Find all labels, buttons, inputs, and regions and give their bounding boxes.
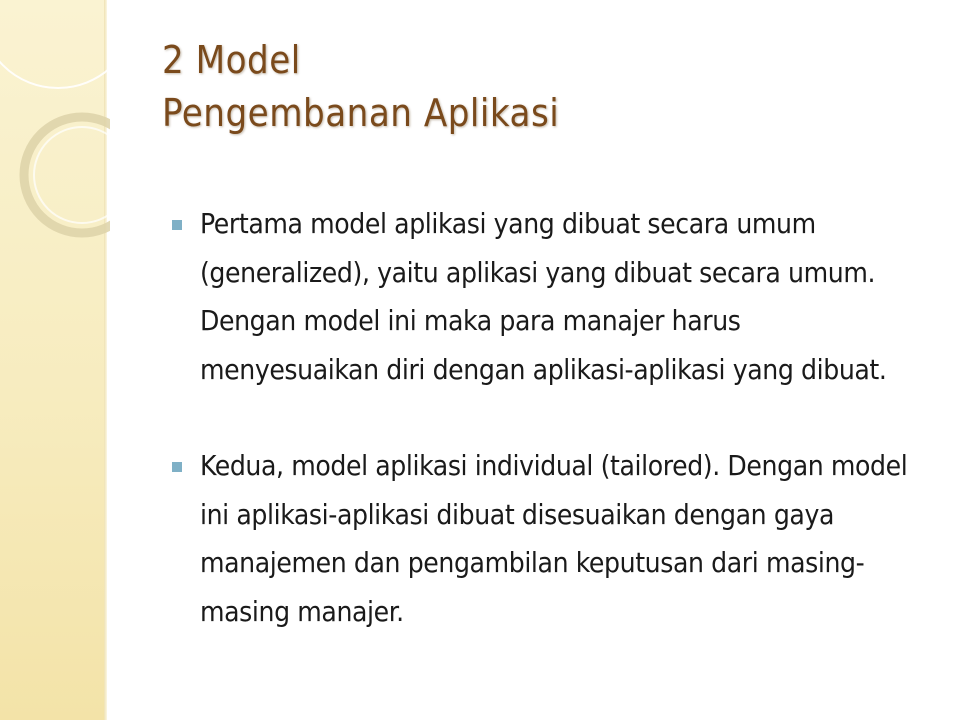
decorative-arc-large bbox=[0, 0, 110, 88]
slide-title bbox=[162, 34, 559, 140]
title-line-2: Pengembanan Aplikasi bbox=[162, 91, 560, 135]
bullet-item bbox=[172, 442, 932, 636]
square-bullet-icon bbox=[172, 462, 182, 472]
decorative-circles-graphic bbox=[0, 0, 110, 260]
decorative-ring-inner bbox=[34, 127, 110, 223]
square-bullet-icon bbox=[172, 220, 182, 230]
decorative-ring bbox=[24, 117, 110, 233]
title-line-1: 2 Model bbox=[162, 38, 301, 82]
bullet-text: Kedua, model aplikasi individual (tailored). Dengan model ini aplikasi-aplikasi dibuat disesuaikan dengan gaya manajemen dan pengambilan keputusan dari masing- masing manajer. bbox=[200, 449, 908, 628]
bullet-text: Pertama model aplikasi yang dibuat secara umum (generalized), yaitu aplikasi yang dibuat secara umum. Dengan model ini maka para manajer harus menyesuaikan diri dengan aplikasi-aplikasi yang dibuat. bbox=[200, 207, 887, 386]
bullet-list bbox=[172, 200, 932, 636]
bullet-item bbox=[172, 200, 932, 394]
